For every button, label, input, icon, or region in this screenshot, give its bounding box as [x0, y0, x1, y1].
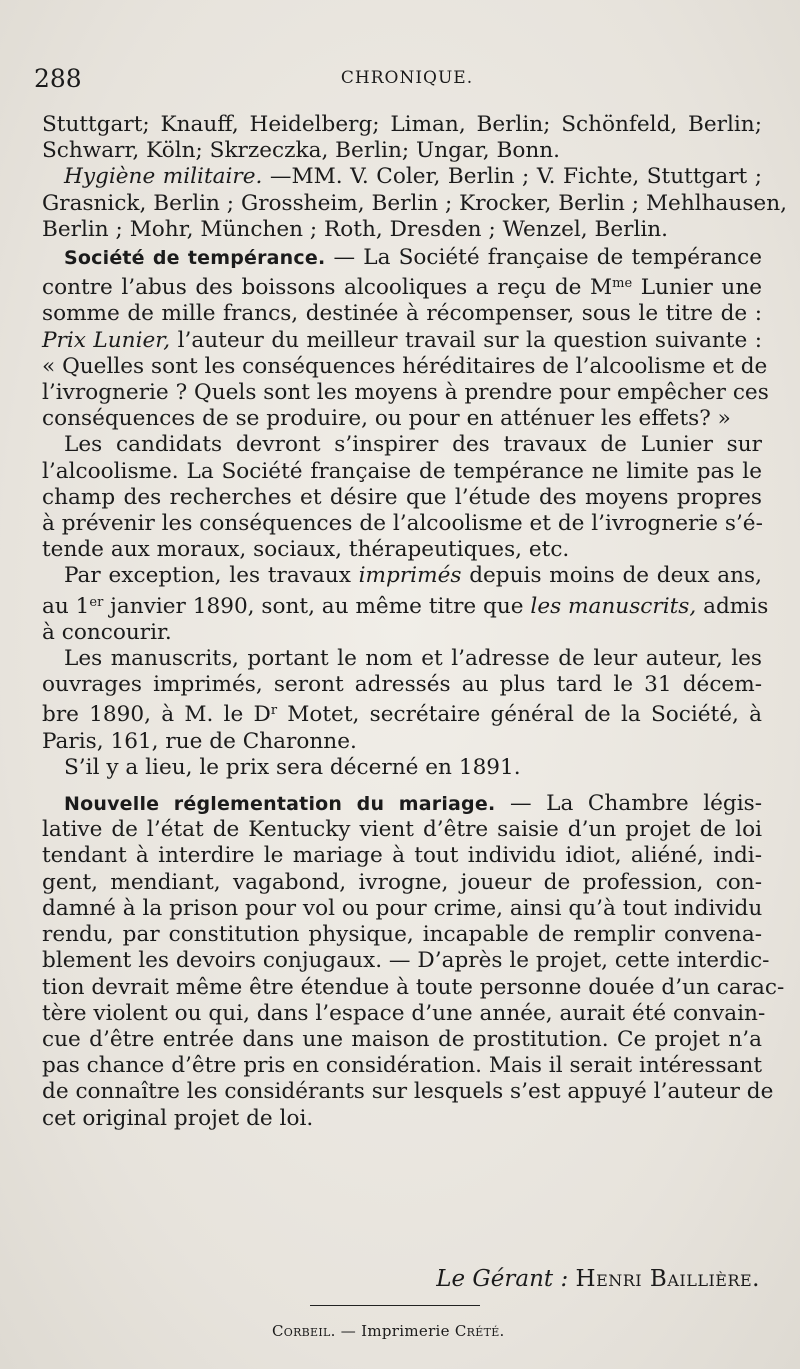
text-line: champ des recherches et désire que l’étude des moyens propres: [42, 484, 762, 510]
text-line: lative de l’état de Kentucky vient d’être saisie d’un projet de loi: [42, 817, 762, 843]
text-line: pas chance d’être pris en considération. Mais il serait intéressant: [42, 1053, 762, 1079]
text-line: tion devrait même être étendue à toute personne douée d’un carac-: [42, 974, 785, 1000]
text-line: « Quelles sont les conséquences héréditaires de l’alcoolisme et de: [42, 353, 768, 379]
text-line: cet original projet de loi.: [42, 1105, 314, 1131]
text-line: de connaître les considérants sur lesquels s’est appuyé l’auteur de: [42, 1079, 774, 1105]
text-line: l’ivrognerie ? Quels sont les moyens à prendre pour empêcher ces: [42, 380, 769, 406]
signature-label: Le Gérant :: [436, 1266, 569, 1292]
body-text: [42, 112, 787, 1132]
text-line: cue d’être entrée dans une maison de prostitution. Ce projet n’a: [42, 1026, 762, 1052]
italic-heading: Hygiène militaire.: [64, 164, 263, 190]
text-line: somme de mille francs, destinée à récompenser, sous le titre de :: [42, 301, 762, 327]
text-line: gent, mendiant, vagabond, ivrogne, joueur de profession, con-: [42, 869, 762, 895]
text-line: rendu, par constitution physique, incapable de remplir convena-: [42, 922, 762, 948]
text-line: l’alcoolisme. La Société française de tempérance ne limite pas le: [42, 458, 762, 484]
text-line: damné à la prison pour vol ou pour crime, ainsi qu’à tout individu: [42, 895, 763, 921]
footer-rule: [310, 1305, 480, 1306]
printer-place: Corbeil.: [272, 1322, 336, 1340]
signature-name: Henri Baillière.: [575, 1266, 760, 1292]
printer-imprint: Corbeil. — Imprimerie Crété.: [272, 1322, 505, 1340]
text-line: tère violent ou qui, dans l’espace d’une année, aurait été convain-: [42, 1000, 766, 1026]
page-number: 288: [34, 64, 82, 93]
text-line: Les candidats devront s’inspirer des travaux de Lunier sur: [64, 432, 762, 458]
text-line: tendant à interdire le mariage à tout individu idiot, aliéné, indi-: [42, 843, 762, 869]
text-line: Schwarr, Köln; Skrzeczka, Berlin; Ungar, Bonn.: [42, 138, 561, 164]
text-line: Par exception, les travaux imprimés depuis moins de deux ans,: [64, 563, 762, 589]
section-heading-temperance: Société de tempérance.: [64, 247, 326, 270]
signature: [300, 1266, 760, 1292]
section-heading-mariage: Nouvelle réglementation du mariage.: [64, 793, 496, 816]
text-line: à concourir.: [42, 619, 172, 645]
text-line: Stuttgart; Knauff, Heidelberg; Liman, Berlin; Schönfeld, Berlin;: [42, 112, 762, 137]
running-head: CHRONIQUE.: [340, 68, 474, 88]
text-line: Prix Lunier, l’auteur du meilleur travail sur la question suivante :: [42, 327, 763, 353]
text-line: S’il y a lieu, le prix sera décerné en 1891.: [64, 754, 521, 780]
text-line: Nouvelle réglementation du mariage. — La Chambre légis-: [64, 791, 762, 817]
page-header: [34, 64, 760, 104]
text-line: blement les devoirs conjugaux. — D’après le projet, cette interdic-: [42, 948, 770, 974]
text-line: Hygiène militaire. —MM. V. Coler, Berlin ; V. Fichte, Stuttgart ;: [64, 164, 762, 190]
text-line: ouvrages imprimés, seront adressés au plus tard le 31 décem-: [42, 672, 762, 698]
text-line: à prévenir les conséquences de l’alcoolisme et de l’ivrognerie s’é-: [42, 511, 763, 537]
text-line: Grasnick, Berlin ; Grossheim, Berlin ; Krocker, Berlin ; Mehlhausen,: [42, 190, 787, 216]
text-line: contre l’abus des boissons alcooliques a reçu de $M^{me}$ Lunier une: [42, 275, 762, 301]
text-line: bre 1890, à M. le $D^r$ Motet, secrétaire général de la Société, à: [42, 702, 762, 728]
text-line: Société de tempérance. — La Société française de tempérance: [64, 245, 762, 271]
text-line: au 1er janvier 1890, sont, au même titre que les manuscrits, admis: [42, 593, 769, 619]
text-line: Paris, 161, rue de Charonne.: [42, 728, 357, 754]
text-line: Berlin ; Mohr, München ; Roth, Dresden ; Wenzel, Berlin.: [42, 216, 669, 242]
text-line: Les manuscrits, portant le nom et l’adresse de leur auteur, les: [64, 646, 762, 672]
printer-name: Crété.: [454, 1322, 505, 1340]
text-line: conséquences de se produire, ou pour en atténuer les effets? »: [42, 406, 731, 432]
text-line: tende aux moraux, sociaux, thérapeutiques, etc.: [42, 537, 570, 563]
